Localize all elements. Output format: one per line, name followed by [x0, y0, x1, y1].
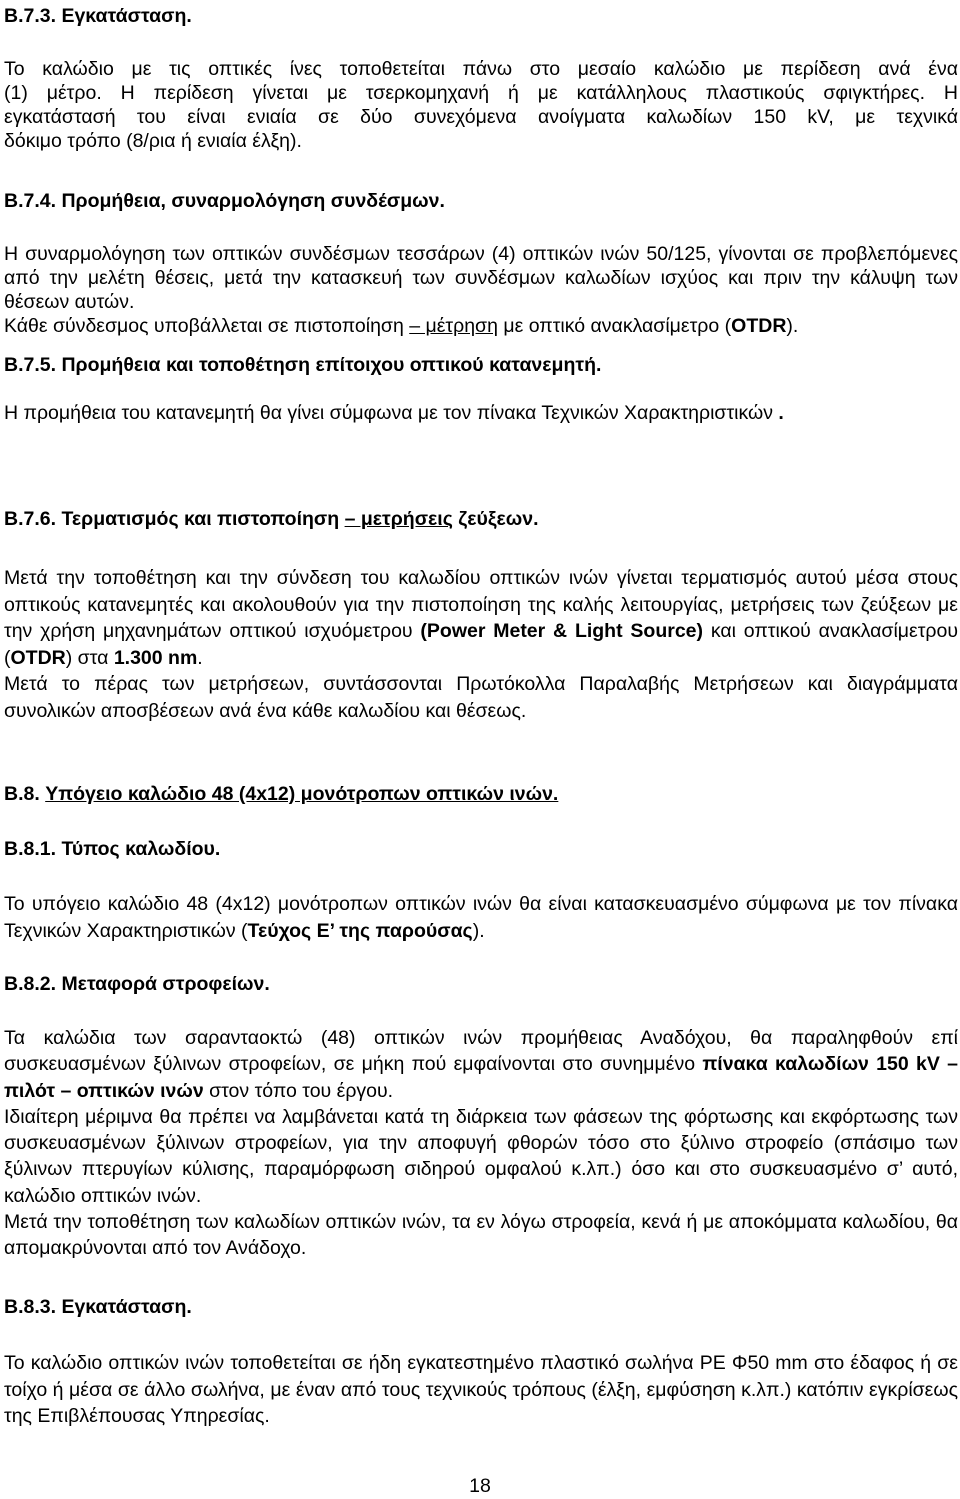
heading-run: B.7.6. Τερματισμός και πιστοποίηση — [4, 508, 345, 530]
section-b74 — [4, 189, 958, 213]
text-run: Κάθε σύνδεσμος υποβάλλεται σε πιστοποίηση — [4, 315, 410, 337]
paragraph — [4, 401, 958, 425]
section-heading: B.7.3. Εγκατάσταση. — [4, 5, 192, 27]
bold-run: Τεύχος Ε’ της παρούσας — [247, 919, 473, 942]
paragraph — [4, 565, 958, 671]
section-heading — [4, 507, 958, 531]
text-run: . — [197, 646, 203, 669]
section-heading: B.7.5. Προμήθεια και τοποθέτηση επίτοιχου οπτικού κατανεμητή. — [4, 354, 602, 376]
text-run: ). — [786, 315, 799, 337]
text-run: Τα καλώδια των σαρανταοκτώ (48) οπτικών ινών προμήθειας Αναδόχου, θα παραληφθούν επί συσκευασμένων ξύλινων στροφείων, σε μήκη πού εμφαίνονται στο συνημμένο — [4, 1027, 958, 1076]
section-b81 — [4, 837, 958, 861]
section-b82-body — [4, 1025, 958, 1262]
bold-run: OTDR — [731, 315, 787, 337]
text-run: Το υπόγειο καλώδιο 48 (4x12) μονότροπων οπτικών ινών θα είναι κατασκευασμένο σύμφωνα με τον πίνακα Τεχνικών Χαρακτηριστικών ( — [4, 893, 958, 942]
bold-run: (Power Meter & Light Source) — [420, 620, 704, 642]
heading-number: B.8. — [4, 783, 46, 805]
section-b75 — [4, 353, 958, 377]
section-heading: B.8.2. Μεταφορά στροφείων. — [4, 973, 270, 995]
paragraph-line: δόκιμο τρόπο (8/ρια ή ενιαία έλξη). — [4, 130, 302, 152]
paragraph-line: Το καλώδιο με τις οπτικές ίνες τοποθετείται πάνω στο μεσαίο καλώδιο με περίδεση ανά ένα — [4, 58, 958, 80]
bold-run: 1.300 nm — [113, 646, 198, 669]
text-run: Η προμήθεια του κατανεμητή θα γίνει σύμφωνα με τον πίνακα Τεχνικών Χαρακτηριστικών — [4, 402, 773, 424]
section-heading: B.8.3. Εγκατάσταση. — [4, 1296, 192, 1318]
section-b81-body — [4, 891, 958, 944]
section-b83 — [4, 1295, 958, 1319]
paragraph: Το καλώδιο οπτικών ινών τοποθετείται σε ήδη εγκατεστημένο πλαστικό σωλήνα PE Φ50 mm στο έδαφος ή σε τοίχο ή μέσα σε άλλο σωλήνα, με έναν από τους τεχνικούς τρόπους (έλξη, εμφύσηση κ.λπ.) κατόπιν εγκρίσεως της Επιβλέπουσας Υπηρεσίας. — [4, 1352, 958, 1427]
text-run: στον τόπο του έργου. — [203, 1079, 394, 1102]
section-b76 — [4, 507, 958, 531]
section-heading: B.7.4. Προμήθεια, συναρμολόγηση συνδέσμων. — [4, 190, 445, 212]
paragraph — [4, 1025, 958, 1104]
text-run: ) στα — [65, 646, 114, 669]
section-b8 — [4, 782, 958, 806]
section-b73-body — [4, 57, 958, 153]
paragraph: Ιδιαίτερη μέριμνα θα πρέπει να λαμβάνεται κατά τη διάρκεια των φάσεων της φόρτωσης και εκφόρτωσης των συσκευασμένων ξύλινων στροφείων, για την αποφυγή φθορών τόσο στο ξύλινο στροφείο (σπάσιμο των ξύλινων πτερυγίων κύλισης, παραμόρφωση σιδηρού ομφαλού κ.λπ.) όσο και στο συσκευασμένο σ’ αυτό, καλώδιο οπτικών ινών. — [4, 1105, 958, 1207]
paragraph — [4, 314, 958, 338]
page-number: 18 — [469, 1475, 491, 1497]
heading-run: ζεύξεων. — [452, 508, 539, 530]
section-b73 — [4, 4, 958, 28]
heading-title: Υπόγειο καλώδιο 48 (4x12) μονότροπων οπτικών ινών. — [45, 783, 559, 805]
section-b75-body — [4, 401, 958, 425]
text-run: με οπτικό ανακλασίμετρο ( — [497, 315, 732, 337]
paragraph: Η συναρμολόγηση των οπτικών συνδέσμων τεσσάρων (4) οπτικών ινών 50/125, γίνονται σε προβλεπόμενες από την μελέτη θέσεις, μετά την κατασκευή των συνδέσμων καλωδίων ισχύος και πριν την κάλυψη των θέσεων αυτών. — [4, 243, 958, 313]
section-heading — [4, 782, 958, 806]
section-heading: B.8.1. Τύπος καλωδίου. — [4, 838, 221, 860]
underlined-run: – μετρήσεις — [344, 508, 453, 530]
underlined-run: – μέτρηση — [409, 315, 498, 337]
paragraph: Μετά το πέρας των μετρήσεων, συντάσσονται Πρωτόκολλα Παραλαβής Μετρήσεων και διαγράμματα συνολικών αποσβέσεων ανά ένα κάθε καλωδίου και θέσεως. — [4, 673, 958, 722]
section-b74-body — [4, 242, 958, 338]
paragraph-line: εγκατάστασή του είναι ενιαία σε δύο συνεχόμενα ανοίγματα καλωδίων 150 kV, με τεχνικά — [4, 106, 958, 128]
bold-run: OTDR — [10, 646, 66, 669]
paragraph — [4, 891, 958, 944]
section-b76-body — [4, 565, 958, 724]
bold-run: πίνακα καλωδίων 150 kV – πιλότ – οπτικών ινών — [4, 1053, 958, 1102]
paragraph-line: (1) μέτρο. Η περίδεση γίνεται με τσερκομηχανή ή με κατάλληλους πλαστικούς σφιγκτήρες. Η — [4, 82, 958, 104]
text-run: ). — [472, 919, 485, 942]
section-b82 — [4, 972, 958, 996]
text-run: Μετά την τοποθέτηση και την σύνδεση του καλωδίου οπτικών ινών γίνεται τερματισμός αυτού μέσα στους οπτικούς κατανεμητές και ακολουθούν για την πιστοποίηση της καλής λειτουργίας, μετρήσεις των ζεύξεων με την χρήση μηχανημάτων οπτικού ισχυόμετρου — [4, 567, 958, 642]
text-run: και οπτικού ανακλασίμετρου ( — [4, 620, 959, 669]
bold-run: . — [778, 402, 784, 424]
paragraph: Μετά την τοποθέτηση των καλωδίων οπτικών ινών, τα εν λόγω στροφεία, κενά ή με αποκόμματα καλωδίου, θα απομακρύνονται από τον Ανάδοχο. — [4, 1211, 958, 1260]
section-b83-body — [4, 1350, 958, 1430]
